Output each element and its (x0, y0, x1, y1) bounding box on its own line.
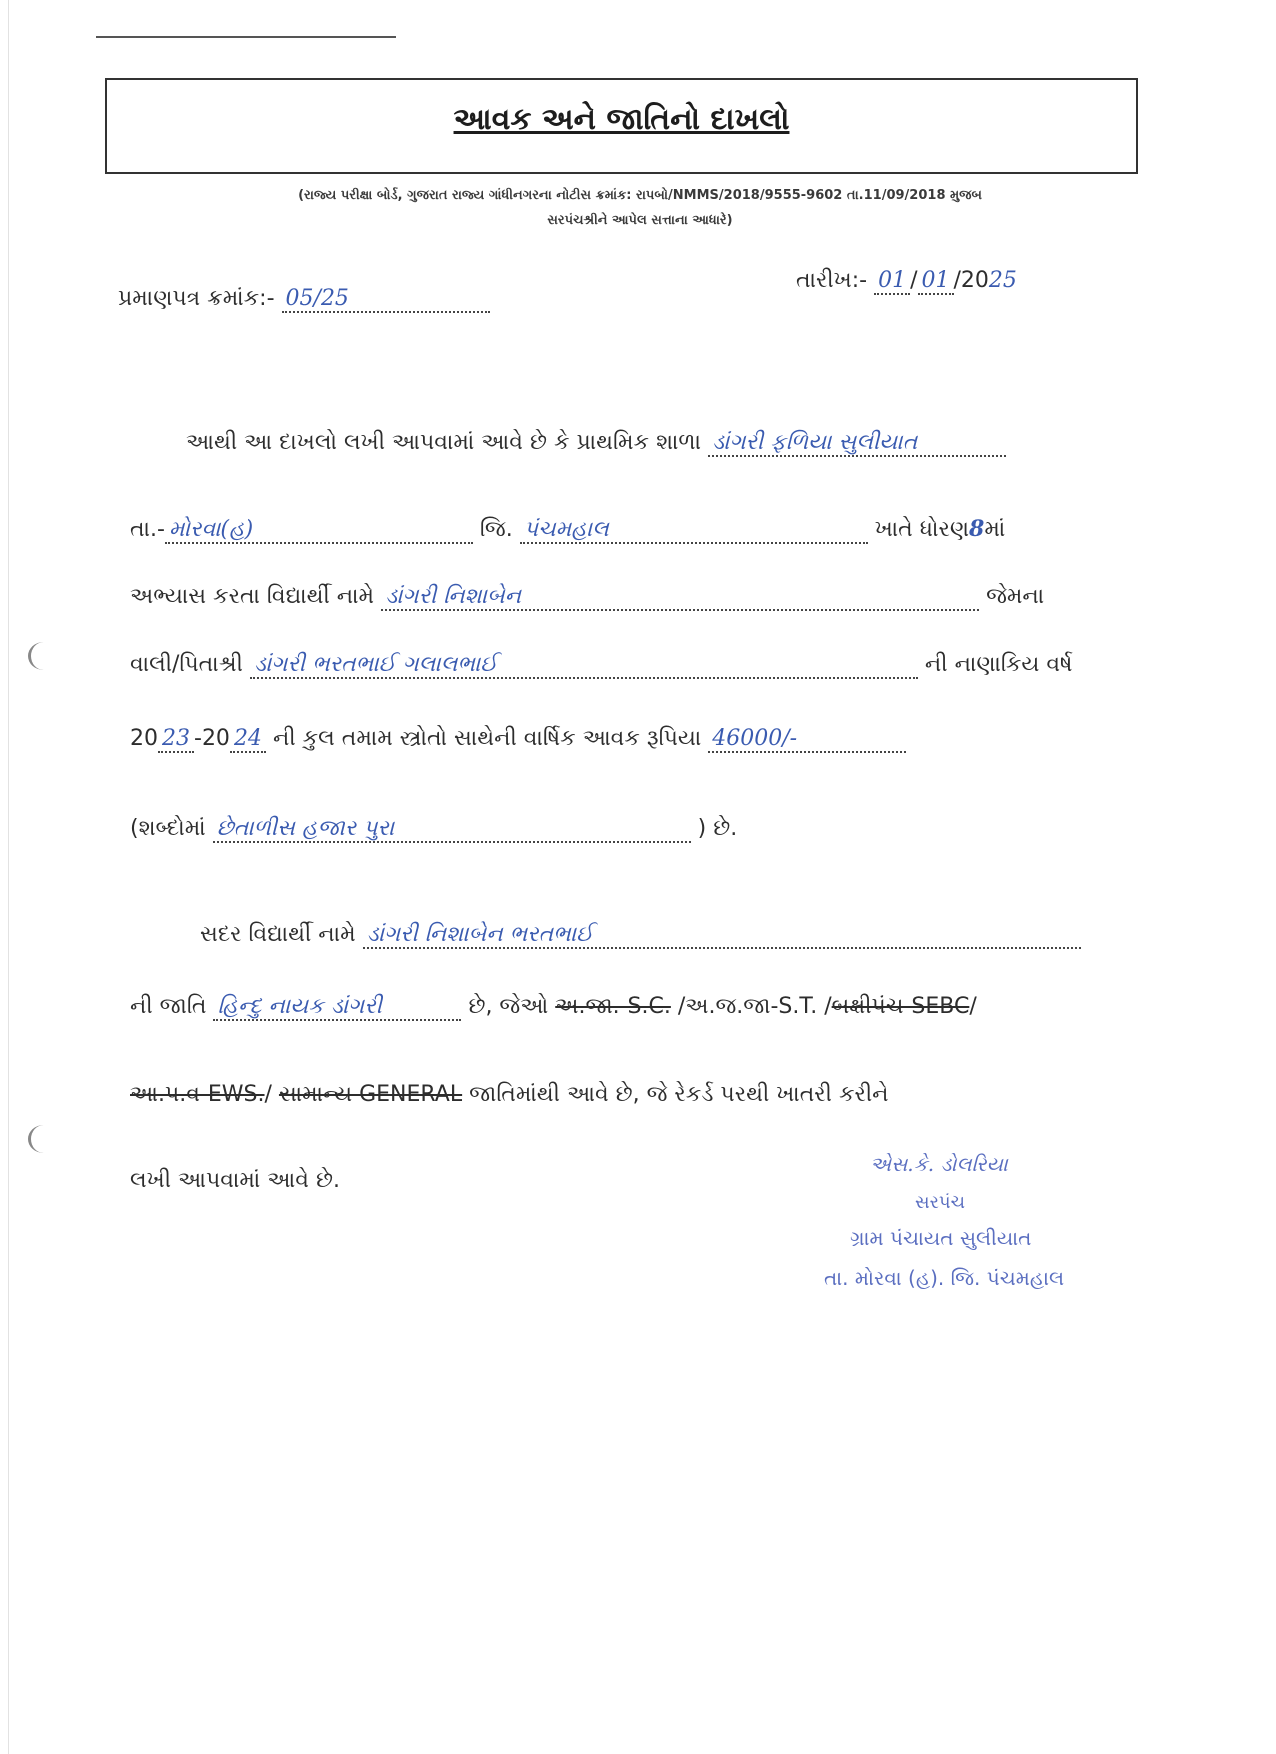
body-line-7 (200, 922, 1081, 949)
date-year-prefix: 20 (960, 268, 989, 293)
whose-text: જેમના (986, 584, 1045, 609)
year-end-prefix: -20 (194, 726, 230, 751)
caste-mid: છે, જેઓ (468, 994, 549, 1019)
caste-value: હિન્દુ નાયક ડાંગરી (217, 994, 382, 1019)
signature-title: સરપંચ (915, 1192, 965, 1213)
certificate-number-label: પ્રમાણપત્ર ક્રમાંક:- (118, 286, 275, 311)
category-st: /અ.જ.જા-S.T. / (677, 994, 832, 1019)
guardian-label: વાલી/પિતાશ્રી (130, 652, 243, 677)
body-line-8 (130, 994, 977, 1021)
guardian-name: ડાંગરી ભરતભાઈ ગલાલભાઈ (253, 652, 498, 677)
student-name: ડાંગરી નિશાબેન (385, 584, 522, 609)
student2-prefix: સદર વિદ્યાર્થી નામે (200, 922, 356, 947)
body-line-3 (130, 584, 1044, 611)
standard-value: 8 (969, 516, 985, 542)
page-edge (8, 0, 9, 1754)
category-slash: / (969, 994, 977, 1019)
date-day: 01 (878, 268, 907, 293)
title-box (105, 78, 1138, 174)
closing-text: લખી આપવામાં આવે છે. (130, 1168, 340, 1193)
standard-text: ખાતે ધોરણ (874, 517, 970, 542)
notice-line-1: (રાજ્ય પરીક્ષા બોર્ડ, ગુજરાત રાજ્ય ગાંધીનગરના નોટીસ ક્રમાંક: રાપબો/NMMS/2018/9555-9602 તા.11/09/2018 મુજબ (298, 188, 982, 203)
year-start: 23 (162, 726, 190, 751)
income-in-words: છેતાળીસ હજાર પુરા (216, 816, 395, 841)
certificate-number-blank (282, 286, 490, 313)
notice-line-2: સરપંચશ્રીને આપેલ સત્તાના આધારે) (547, 213, 733, 228)
signature-office: ગ્રામ પંચાયત સુલીયાત (850, 1226, 1032, 1250)
words-open: (શબ્દોમાં (130, 816, 206, 841)
income-amount: 46000/- (712, 726, 798, 751)
body-line-9 (130, 1082, 889, 1107)
category-sc: અ.જા.-S.C. (555, 994, 671, 1019)
body-line-6 (130, 816, 737, 843)
district-value: પંચમહાલ (523, 517, 609, 542)
certificate-number-row (118, 286, 490, 313)
punch-hole-lower (28, 1125, 59, 1153)
caste-label: ની જાતિ (130, 994, 207, 1019)
category-separator: / (264, 1082, 272, 1107)
category-sebc: બક્ષીપંચ-SEBC (831, 994, 970, 1019)
signature-address: તા. મોરવા (હ). જિ. પંચમહાલ (824, 1266, 1065, 1290)
top-rule (96, 36, 396, 38)
date-label: તારીખ:- (796, 268, 868, 293)
document-title: આવક અને જાતિનો દાખલો (453, 102, 790, 137)
income-text: ની કુલ તમામ સ્ત્રોતો સાથેની વાર્ષિક આવક રૂપિયા (272, 726, 702, 751)
body-line-10 (130, 1168, 340, 1193)
category-general: સામાન્ય GENERAL (278, 1082, 463, 1107)
intro-text: આથી આ દાખલો લખી આપવામાં આવે છે કે પ્રાથમિક શાળા (186, 430, 701, 455)
words-close: ) છે. (697, 816, 738, 841)
category-end-text: જાતિમાંથી આવે છે, જે રેકર્ડ પરથી ખાતરી કરીને (469, 1082, 889, 1107)
date-row: તારીખ:- 01 / 01 /2025 (796, 268, 1017, 293)
handwritten-signature: એસ.કે. ડોલરિયા (870, 1152, 1008, 1176)
year-start-prefix: 20 (130, 726, 158, 751)
standard-suffix: માં (984, 517, 1006, 542)
student2-name: ડાંગરી નિશાબેન ભરતભાઈ (366, 922, 594, 947)
date-year-suffix: 25 (988, 268, 1017, 293)
certificate-number-value: 05/25 (285, 286, 349, 311)
school-name: ડાંગરી ફળિયા સુલીયાત (711, 430, 918, 455)
taluka-label: તા.- (130, 517, 165, 542)
body-line-1 (186, 430, 1006, 457)
financial-year-text: ની નાણાકિય વર્ષ (924, 652, 1073, 677)
body-line-2 (130, 516, 1005, 544)
district-label: જિ. (479, 517, 513, 542)
date-month: 01 (921, 268, 950, 293)
body-line-5 (130, 726, 906, 753)
category-ews: આ.પ.વ-EWS. (130, 1082, 265, 1107)
student-prefix: અભ્યાસ કરતા વિદ્યાર્થી નામે (130, 584, 375, 609)
taluka-value: મોરવા(હ) (168, 517, 254, 542)
punch-hole-upper (28, 642, 59, 670)
year-end: 24 (233, 726, 262, 751)
body-line-4 (130, 652, 1072, 679)
